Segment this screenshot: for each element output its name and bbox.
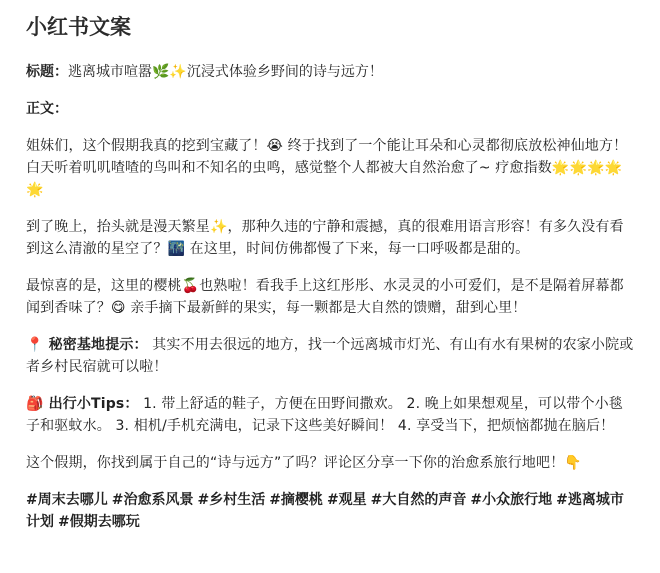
hashtag[interactable]: #假期去哪玩 [58,514,140,530]
headline-text: 逃离城市喧嚣🌿✨沉浸式体验乡野间的诗与远方！ [68,64,383,80]
tips-text: 1. 带上舒适的鞋子，方便在田野间撒欢。 2. 晚上如果想观星，可以带个小毯子和驱蚊水。 3. 相机/手机充满电，记录下这些美好瞬间！ 4. 享受当下，把烦恼都抛在脑后！ [26,396,623,434]
hashtag[interactable]: #大自然的声音 [370,492,467,508]
secret-spot-text: 其实不用去很远的地方，找一个远离城市灯光、有山有水有果树的农家小院或者乡村民宿就可以啦！ [26,337,634,375]
body-label: 正文： [26,101,68,117]
hashtag[interactable]: #小众旅行地 [470,492,553,508]
paragraph-4 [26,334,634,378]
headline-label: 标题： [26,64,68,80]
hashtag[interactable]: #逃离城市计划 [26,492,624,530]
hashtag[interactable]: #摘樱桃 [269,492,323,508]
hashtag[interactable]: #乡村生活 [197,492,266,508]
hashtag-list [26,489,634,533]
secret-spot-lead: 📍 秘密基地提示： [26,337,148,353]
hashtag[interactable]: #周末去哪儿 [26,492,108,508]
hashtag[interactable]: #治愈系风景 [111,492,194,508]
paragraph-2: 到了晚上，抬头就是漫天繁星✨，那种久违的宁静和震撼，真的很难用语言形容！有多久没有看到这么清澈的星空了？🌃 在这里，时间仿佛都慢了下来，每一口呼吸都是甜的。 [26,219,624,257]
hashtag[interactable]: #观星 [326,492,367,508]
headline-row [26,61,634,83]
tips-lead: 🎒 出行小Tips： [26,396,139,412]
paragraph-1: 姐妹们，这个假期我真的挖到宝藏了！😭 终于找到了一个能让耳朵和心灵都彻底放松神仙地方！白天听着叽叽喳喳的鸟叫和不知名的虫鸣，感觉整个人都被大自然治愈了~ 疗愈指数🌟🌟🌟🌟🌟 [26,138,628,198]
paragraph-6: 这个假期，你找到属于自己的“诗与远方”了吗？评论区分享一下你的治愈系旅行地吧！👇 [26,455,582,471]
paragraph-3: 最惊喜的是，这里的樱桃🍒也熟啦！看我手上这红彤彤、水灵灵的小可爱们，是不是隔着屏幕都闻到香味了？😋 亲手摘下最新鲜的果实，每一颗都是大自然的馈赠，甜到心里！ [26,278,624,316]
paragraph-5 [26,393,634,437]
doc-title: 小红书文案 [26,15,131,39]
